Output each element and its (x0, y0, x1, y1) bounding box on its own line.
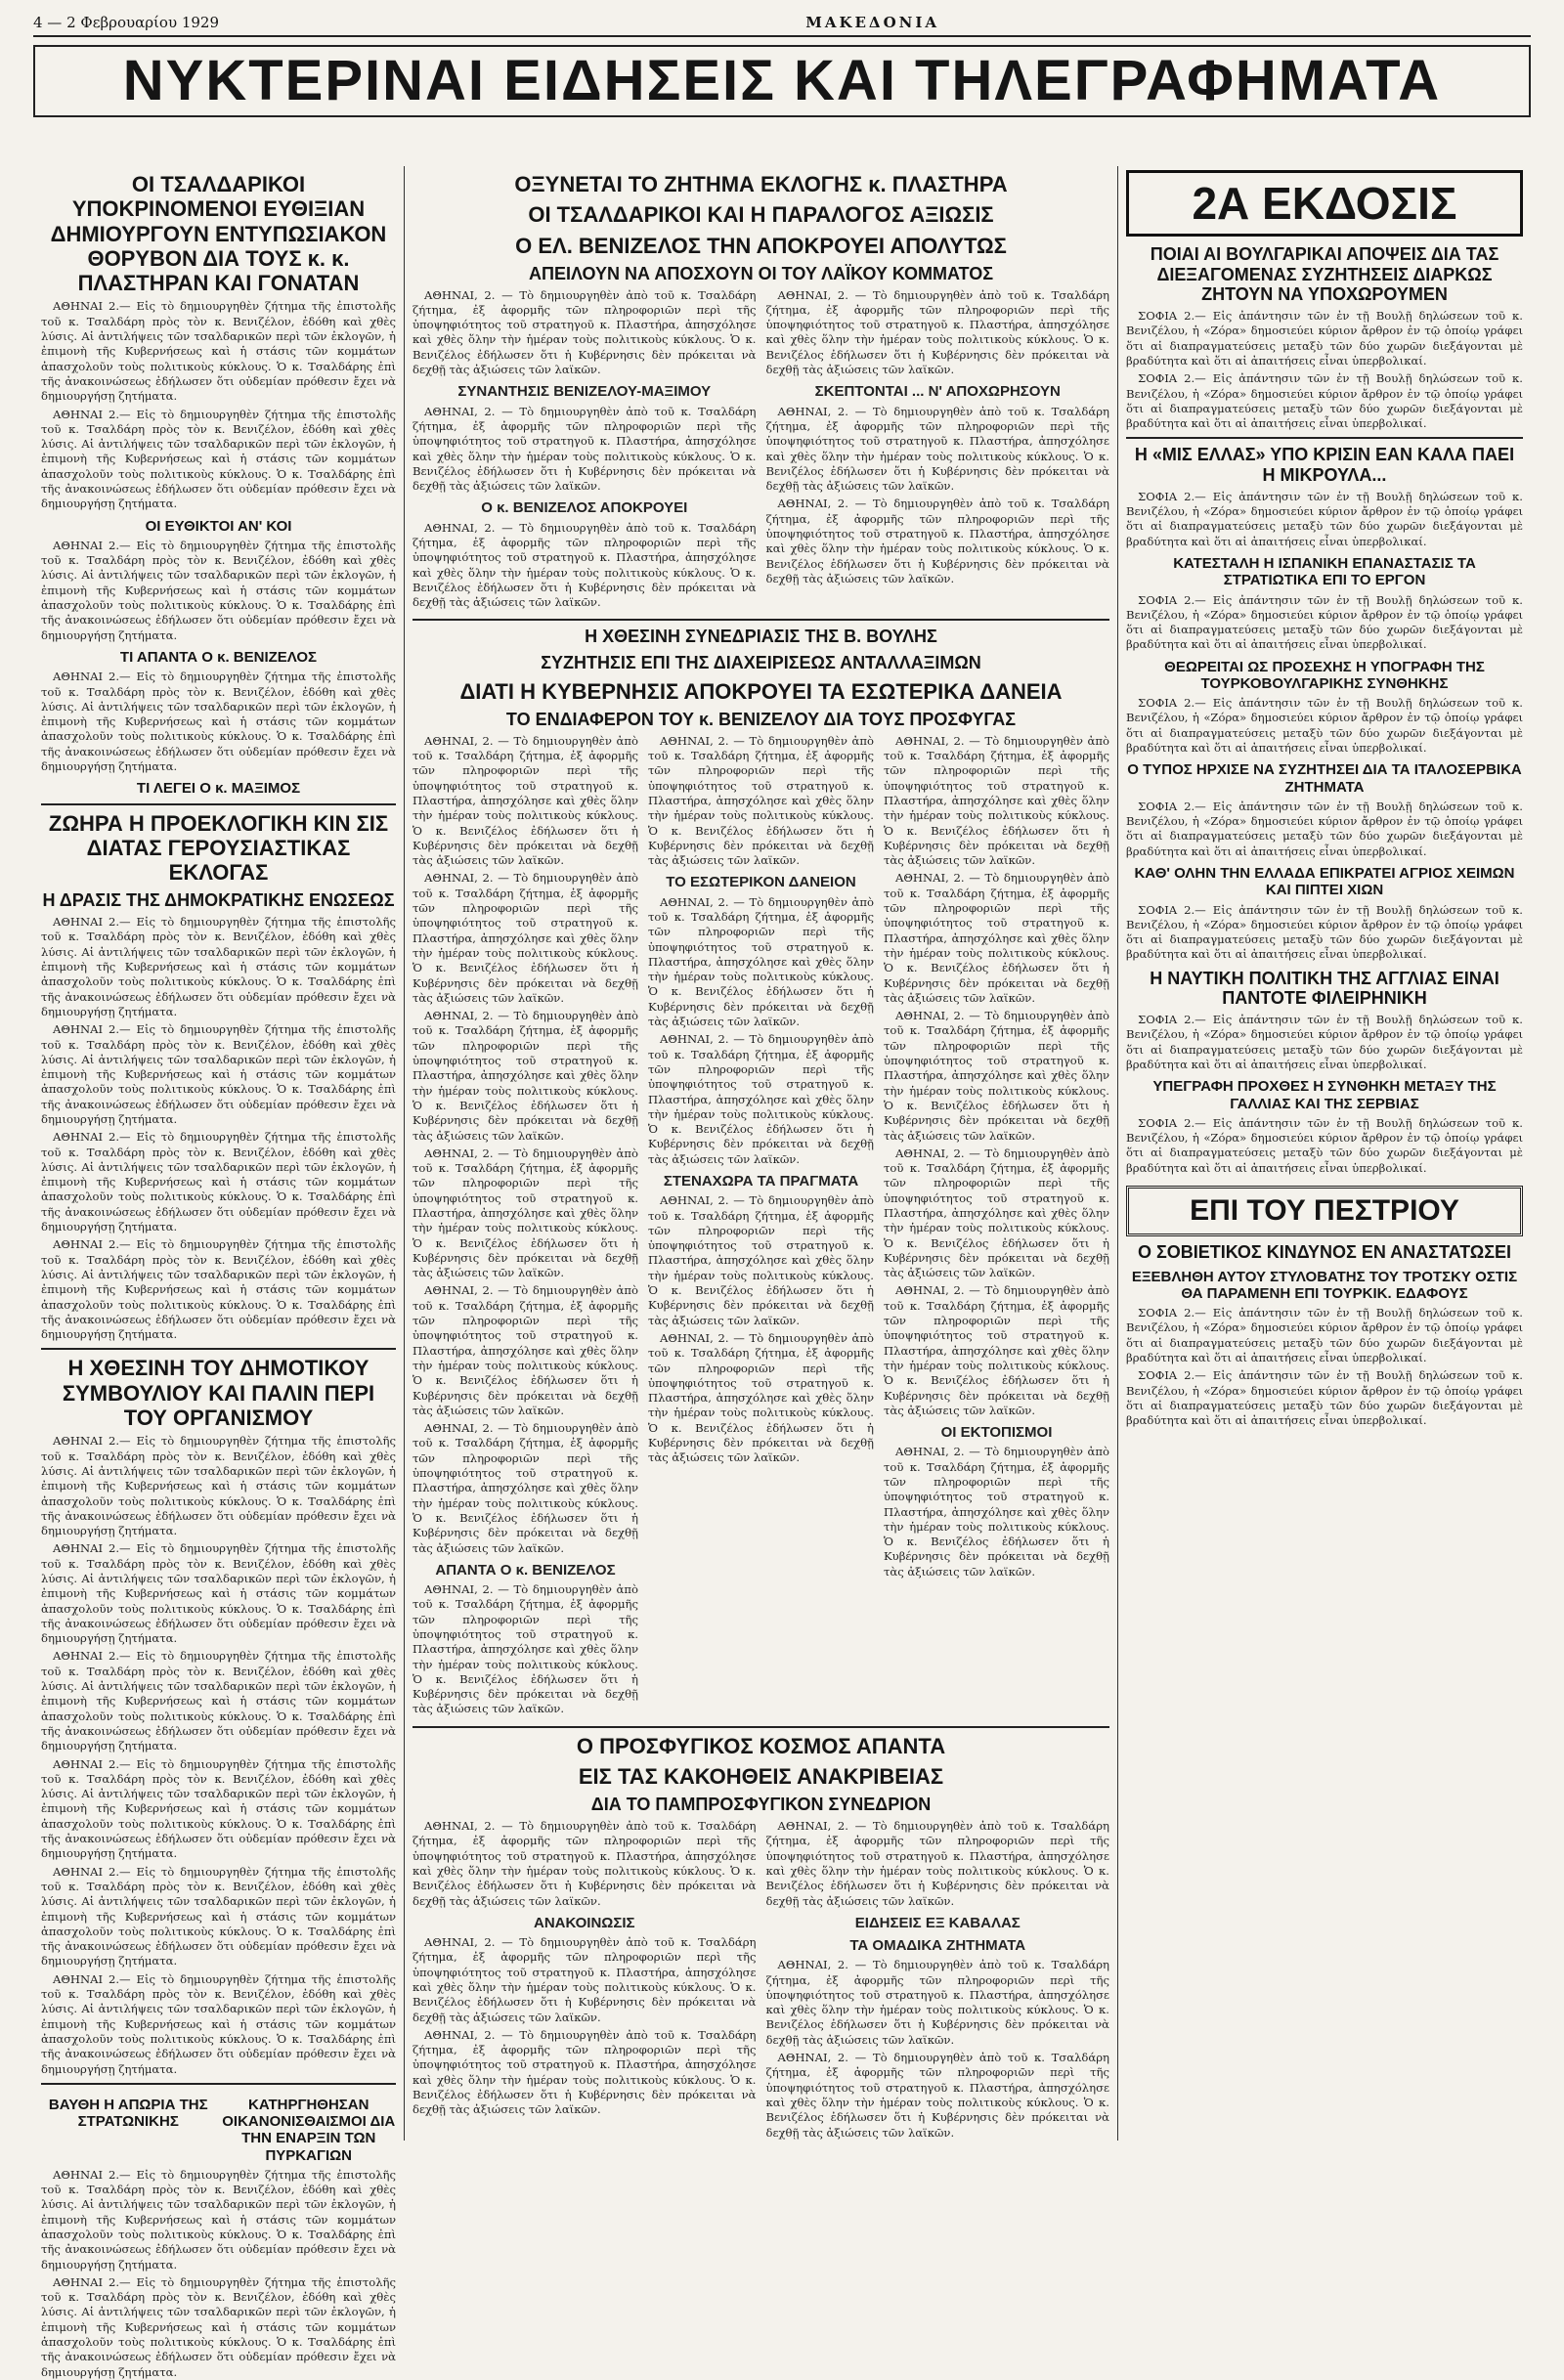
headline-tsaldarikoi: ΟΙ ΤΣΑΛΔΑΡΙΚΟΙ ΥΠΟΚΡΙΝΟΜΕΝΟΙ ΕΥΘΙΞΙΑΝ ΔΗΜΙΟΥΡΓΟΥΝ ΕΝΤΥΠΩΣΙΑΚΟΝ ΘΟΡΥΒΟΝ ΔΙΑ ΤΟΥΣ κ. κ. ΠΛΑΣΤΗΡΑΝ ΚΑΙ ΓΟΝΑΤΑΝ (50, 172, 387, 296)
paragraph: ΑΘΗΝΑΙ, 2. — Τὸ δημιουργηθὲν ἀπὸ τοῦ κ. Τσαλδάρη ζήτημα, ἐξ ἀφορμῆς τῶν πληροφοριῶν περὶ τῆς ὑποψηφιότητος τοῦ στρατηγοῦ κ. Πλαστήρα, ἀπησχόλησε καὶ χθὲς ὅλην τὴν ἡμέραν τοὺς πολιτικοὺς κύκλους. Ὁ κ. Βενιζέλος ἐδήλωσεν ὅτι ἡ Κυβέρνησις δὲν πρόκειται νὰ δεχθῇ τὰς ἀξιώσεις τῶν λαϊκῶν. (413, 2027, 757, 2117)
columns (33, 166, 1531, 2379)
paragraph: ΑΘΗΝΑΙ, 2. — Τὸ δημιουργηθὲν ἀπὸ τοῦ κ. Τσαλδάρη ζήτημα, ἐξ ἀφορμῆς τῶν πληροφοριῶν περὶ τῆς ὑποψηφιότητος τοῦ στρατηγοῦ κ. Πλαστήρα, ἀπησχόλησε καὶ χθὲς ὅλην τὴν ἡμέραν τοὺς πολιτικοὺς κύκλους. Ὁ κ. Βενιζέλος ἐδήλωσεν ὅτι ἡ Κυβέρνησις δὲν πρόκειται νὰ δεχθῇ τὰς ἀξιώσεις τῶν λαϊκῶν. (413, 1935, 757, 2024)
issue-date: 4 — 2 Φεβρουαρίου 1929 (33, 14, 220, 31)
paragraph: ΑΘΗΝΑΙ, 2. — Τὸ δημιουργηθὲν ἀπὸ τοῦ κ. Τσαλδάρη ζήτημα, ἐξ ἀφορμῆς τῶν πληροφοριῶν περὶ τῆς ὑποψηφιότητος τοῦ στρατηγοῦ κ. Πλαστήρα, ἀπησχόλησε καὶ χθὲς ὅλην τὴν ἡμέραν τοὺς πολιτικοὺς κύκλους. Ὁ κ. Βενιζέλος ἐδήλωσεν ὅτι ἡ Κυβέρνησις δὲν πρόκειται νὰ δεχθῇ τὰς ἀξιώσεις τῶν λαϊκῶν. (765, 287, 1109, 377)
paragraph: ΑΘΗΝΑΙ, 2. — Τὸ δημιουργηθὲν ἀπὸ τοῦ κ. Τσαλδάρη ζήτημα, ἐξ ἀφορμῆς τῶν πληροφοριῶν περὶ τῆς ὑποψηφιότητος τοῦ στρατηγοῦ κ. Πλαστήρα, ἀπησχόλησε καὶ χθὲς ὅλην τὴν ἡμέραν τοὺς πολιτικοὺς κύκλους. Ὁ κ. Βενιζέλος ἐδήλωσεν ὅτι ἡ Κυβέρνησις δὲν πρόκειται νὰ δεχθῇ τὰς ἀξιώσεις τῶν λαϊκῶν. (413, 1146, 638, 1280)
paragraph: ΑΘΗΝΑΙ, 2. — Τὸ δημιουργηθὲν ἀπὸ τοῦ κ. Τσαλδάρη ζήτημα, ἐξ ἀφορμῆς τῶν πληροφοριῶν περὶ τῆς ὑποψηφιότητος τοῦ στρατηγοῦ κ. Πλαστήρα, ἀπησχόλησε καὶ χθὲς ὅλην τὴν ἡμέραν τοὺς πολιτικοὺς κύκλους. Ὁ κ. Βενιζέλος ἐδήλωσεν ὅτι ἡ Κυβέρνησις δὲν πρόκειται νὰ δεχθῇ τὰς ἀξιώσεις τῶν λαϊκῶν. (884, 1283, 1109, 1417)
page-header (33, 14, 1531, 37)
paragraph: ΑΘΗΝΑΙ, 2. — Τὸ δημιουργηθὲν ἀπὸ τοῦ κ. Τσαλδάρη ζήτημα, ἐξ ἀφορμῆς τῶν πληροφοριῶν περὶ τῆς ὑποψηφιότητος τοῦ στρατηγοῦ κ. Πλαστήρα, ἀπησχόλησε καὶ χθὲς ὅλην τὴν ἡμέραν τοὺς πολιτικοὺς κύκλους. Ὁ κ. Βενιζέλος ἐδήλωσεν ὅτι ἡ Κυβέρνησις δὲν πρόκειται νὰ δεχθῇ τὰς ἀξιώσεις τῶν λαϊκῶν. (765, 404, 1109, 494)
headline-prosfygikos: Ο ΠΡΟΣΦΥΓΙΚΟΣ ΚΟΣΜΟΣ ΑΠΑΝΤΑ (576, 1733, 946, 1758)
headline-spain: ΚΑΤΕΣΤΑΛΗ Η ΙΣΠΑΝΙΚΗ ΕΠΑΝΑΣΤΑΣΙΣ ΤΑ ΣΤΡΑΤΙΩΤΙΚΑ ΕΠΙ ΤΟ ΕΡΓΟΝ (1173, 555, 1476, 589)
paragraph: ΑΘΗΝΑΙ, 2. — Τὸ δημιουργηθὲν ἀπὸ τοῦ κ. Τσαλδάρη ζήτημα, ἐξ ἀφορμῆς τῶν πληροφοριῶν περὶ τῆς ὑποψηφιότητος τοῦ στρατηγοῦ κ. Πλαστήρα, ἀπησχόλησε καὶ χθὲς ὅλην τὴν ἡμέραν τοὺς πολιτικοὺς κύκλους. Ὁ κ. Βενιζέλος ἐδήλωσεν ὅτι ἡ Κυβέρνησις δὲν πρόκειται νὰ δεχθῇ τὰς ἀξιώσεις τῶν λαϊκῶν. (648, 1330, 874, 1465)
paragraph: ΑΘΗΝΑΙ 2.— Εἰς τὸ δημιουργηθὲν ζήτημα τῆς ἐπιστολῆς τοῦ κ. Τσαλδάρη πρὸς τὸν κ. Βενιζέλον, ἐδόθη καὶ χθὲς λύσις. Αἱ ἀντιλήψεις τῶν τσαλδαρικῶν περὶ τῶν ἐκλογῶν, ἡ ἐπιμονὴ τῆς Κυβερνήσεως καὶ ἡ στάσις τῶν κομμάτων ἀπασχολοῦν τοὺς πολιτικοὺς κύκλους. Ὁ κ. Τσαλδάρης ἐπὶ τῆς ἀνακοινώσεως ἐδήλωσεν ὅτι οὐδεμίαν πρόθεσιν ἔχει νὰ δημιουργήσῃ ζητήματα. (41, 538, 396, 642)
article-body (1126, 1306, 1523, 1428)
subheadline: ΕΙΔΗΣΕΙΣ ΕΞ ΚΑΒΑΛΑΣ (854, 1914, 1021, 1931)
headline-municipal: Η ΧΘΕΣΙΝΗ ΤΟΥ ΔΗΜΟΤΙΚΟΥ ΣΥΜΒΟΥΛΙΟΥ ΚΑΙ ΠΑΛΙΝ ΠΕΡΙ ΤΟΥ ΟΡΓΑΝΙΣΜΟΥ (62, 1356, 375, 1431)
paragraph: ΑΘΗΝΑΙ, 2. — Τὸ δημιουργηθὲν ἀπὸ τοῦ κ. Τσαλδάρη ζήτημα, ἐξ ἀφορμῆς τῶν πληροφοριῶν περὶ τῆς ὑποψηφιότητος τοῦ στρατηγοῦ κ. Πλαστήρα, ἀπησχόλησε καὶ χθὲς ὅλην τὴν ἡμέραν τοὺς πολιτικοὺς κύκλους. Ὁ κ. Βενιζέλος ἐδήλωσεν ὅτι ἡ Κυβέρνησις δὲν πρόκειται νὰ δεχθῇ τὰς ἀξιώσεις τῶν λαϊκῶν. (648, 1032, 874, 1166)
paragraph: ΑΘΗΝΑΙ 2.— Εἰς τὸ δημιουργηθὲν ζήτημα τῆς ἐπιστολῆς τοῦ κ. Τσαλδάρη πρὸς τὸν κ. Βενιζέλον, ἐδόθη καὶ χθὲς λύσις. Αἱ ἀντιλήψεις τῶν τσαλδαρικῶν περὶ τῶν ἐκλογῶν, ἡ ἐπιμονὴ τῆς Κυβερνήσεως καὶ ἡ στάσις τῶν κομμάτων ἀπασχολοῦν τοὺς πολιτικοὺς κύκλους. Ὁ κ. Τσαλδάρης ἐπὶ τῆς ἀνακοινώσεως ἐδήλωσεν ὅτι οὐδεμίαν πρόθεσιν ἔχει νὰ δημιουργήσῃ ζητήματα. (41, 2167, 396, 2272)
divider (413, 1726, 1109, 1728)
article-body (41, 670, 396, 774)
paragraph: ΑΘΗΝΑΙ 2.— Εἰς τὸ δημιουργηθὲν ζήτημα τῆς ἐπιστολῆς τοῦ κ. Τσαλδάρη πρὸς τὸν κ. Βενιζέλον, ἐδόθη καὶ χθὲς λύσις. Αἱ ἀντιλήψεις τῶν τσαλδαρικῶν περὶ τῶν ἐκλογῶν, ἡ ἐπιμονὴ τῆς Κυβερνήσεως καὶ ἡ στάσις τῶν κομμάτων ἀπασχολοῦν τοὺς πολιτικοὺς κύκλους. Ὁ κ. Τσαλδάρης ἐπὶ τῆς ἀνακοινώσεως ἐδήλωσεν ὅτι οὐδεμίαν πρόθεσιν ἔχει νὰ δημιουργήσῃ ζητήματα. (41, 1541, 396, 1646)
paragraph: ΑΘΗΝΑΙ, 2. — Τὸ δημιουργηθὲν ἀπὸ τοῦ κ. Τσαλδάρη ζήτημα, ἐξ ἀφορμῆς τῶν πληροφοριῶν περὶ τῆς ὑποψηφιότητος τοῦ στρατηγοῦ κ. Πλαστήρα, ἀπησχόλησε καὶ χθὲς ὅλην τὴν ἡμέραν τοὺς πολιτικοὺς κύκλους. Ὁ κ. Βενιζέλος ἐδήλωσεν ὅτι ἡ Κυβέρνησις δὲν πρόκειται νὰ δεχθῇ τὰς ἀξιώσεις τῶν λαϊκῶν. (413, 1819, 757, 1908)
section-banner-pestriou: ΕΠΙ ΤΟΥ ΠΕΣΤΡΙΟΥ (1126, 1186, 1523, 1236)
paragraph: ΑΘΗΝΑΙ, 2. — Τὸ δημιουργηθὲν ἀπὸ τοῦ κ. Τσαλδάρη ζήτημα, ἐξ ἀφορμῆς τῶν πληροφοριῶν περὶ τῆς ὑποψηφιότητος τοῦ στρατηγοῦ κ. Πλαστήρα, ἀπησχόλησε καὶ χθὲς ὅλην τὴν ἡμέραν τοὺς πολιτικοὺς κύκλους. Ὁ κ. Βενιζέλος ἐδήλωσεν ὅτι ἡ Κυβέρνησις δὲν πρόκειται νὰ δεχθῇ τὰς ἀξιώσεις τῶν λαϊκῶν. (413, 520, 757, 610)
headline-voulh: Η ΧΘΕΣΙΝΗ ΣΥΝΕΔΡΙΑΣΙΣ ΤΗΣ Β. ΒΟΥΛΗΣ (585, 627, 937, 647)
headline-winter: ΚΑΘ' ΟΛΗΝ ΤΗΝ ΕΛΛΑΔΑ ΕΠΙΚΡΑΤΕΙ ΑΓΡΙΟΣ ΧΕΙΜΩΝ ΚΑΙ ΠΙΠΤΕΙ ΧΙΩΝ (1134, 865, 1515, 899)
article-body (41, 915, 396, 1342)
headline-elections: ΖΩΗΡΑ Η ΠΡΟΕΚΛΟΓΙΚΗ ΚΙΝ ΣΙΣ ΔΙΑΤΑΣ ΓΕΡΟΥΣΙΑΣΤΙΚΑΣ ΕΚΛΟΓΑΣ (48, 810, 389, 886)
paragraph: ΑΘΗΝΑΙ, 2. — Τὸ δημιουργηθὲν ἀπὸ τοῦ κ. Τσαλδάρη ζήτημα, ἐξ ἀφορμῆς τῶν πληροφοριῶν περὶ τῆς ὑποψηφιότητος τοῦ στρατηγοῦ κ. Πλαστήρα, ἀπησχόλησε καὶ χθὲς ὅλην τὴν ἡμέραν τοὺς πολιτικοὺς κύκλους. Ὁ κ. Βενιζέλος ἐδήλωσεν ὅτι ἡ Κυβέρνησις δὲν πρόκειται νὰ δεχθῇ τὰς ἀξιώσεις τῶν λαϊκῶν. (648, 1193, 874, 1327)
paragraph: ΣΟΦΙΑ 2.— Εἰς ἀπάντησιν τῶν ἐν τῇ Βουλῇ δηλώσεων τοῦ κ. Βενιζέλου, ἡ «Ζόρα» δημοσιεύει κύριον ἄρθρον ἐν τῷ ὁποίῳ γράφει ὅτι αἱ διαπραγματεύσεις μεταξὺ τῶν δύο χωρῶν διεξάγονται μὲ βραδύτητα καὶ ὅτι αἱ ἀπαιτήσεις εἶναι ὑπερβολικαί. (1126, 1306, 1523, 1365)
masthead: ΜΑΚΕΔΟΝΙΑ (805, 14, 940, 31)
paragraph: ΑΘΗΝΑΙ, 2. — Τὸ δημιουργηθὲν ἀπὸ τοῦ κ. Τσαλδάρη ζήτημα, ἐξ ἀφορμῆς τῶν πληροφοριῶν περὶ τῆς ὑποψηφιότητος τοῦ στρατηγοῦ κ. Πλαστήρα, ἀπησχόλησε καὶ χθὲς ὅλην τὴν ἡμέραν τοὺς πολιτικοὺς κύκλους. Ὁ κ. Βενιζέλος ἐδήλωσεν ὅτι ἡ Κυβέρνησις δὲν πρόκειται νὰ δεχθῇ τὰς ἀξιώσεις τῶν λαϊκῶν. (413, 733, 638, 868)
headline-daneia: ΔΙΑΤΙ Η ΚΥΒΕΡΝΗΣΙΣ ΑΠΟΚΡΟΥΕΙ ΤΑ ΕΣΩΤΕΡΙΚΑ ΔΑΝΕΙΑ (459, 678, 1063, 704)
paragraph: ΑΘΗΝΑΙ 2.— Εἰς τὸ δημιουργηθὲν ζήτημα τῆς ἐπιστολῆς τοῦ κ. Τσαλδάρη πρὸς τὸν κ. Βενιζέλον, ἐδόθη καὶ χθὲς λύσις. Αἱ ἀντιλήψεις τῶν τσαλδαρικῶν περὶ τῶν ἐκλογῶν, ἡ ἐπιμονὴ τῆς Κυβερνήσεως καὶ ἡ στάσις τῶν κομμάτων ἀπασχολοῦν τοὺς πολιτικοὺς κύκλους. Ὁ κ. Τσαλδάρης ἐπὶ τῆς ἀνακοινώσεως ἐδήλωσεν ὅτι οὐδεμίαν πρόθεσιν ἔχει νὰ δημιουργήσῃ ζητήματα. (41, 915, 396, 1018)
headline-fires: ΚΑΤΗΡΓΗΘΗΣΑΝ ΟΙΚΑΝΟΝΙΣΘΑΙΣΜΟΙ ΔΙΑ ΤΗΝ ΕΝΑΡΞΙΝ ΤΩΝ ΠΥΡΚΑΓΙΩΝ (222, 2096, 396, 2164)
headline-france-serbia: ΥΠΕΓΡΑΦΗ ΠΡΟΧΘΕΣ Η ΣΥΝΘΗΚΗ ΜΕΤΑΞΥ ΤΗΣ ΓΑΛΛΙΑΣ ΚΑΙ ΤΗΣ ΣΕΡΒΙΑΣ (1152, 1078, 1497, 1112)
article-body (1126, 593, 1523, 653)
article-body (1126, 309, 1523, 431)
paragraph: ΑΘΗΝΑΙ 2.— Εἰς τὸ δημιουργηθὲν ζήτημα τῆς ἐπιστολῆς τοῦ κ. Τσαλδάρη πρὸς τὸν κ. Βενιζέλον, ἐδόθη καὶ χθὲς λύσις. Αἱ ἀντιλήψεις τῶν τσαλδαρικῶν περὶ τῶν ἐκλογῶν, ἡ ἐπιμονὴ τῆς Κυβερνήσεως καὶ ἡ στάσις τῶν κομμάτων ἀπασχολοῦν τοὺς πολιτικοὺς κύκλους. Ὁ κ. Τσαλδάρης ἐπὶ τῆς ἀνακοινώσεως ἐδήλωσεν ὅτι οὐδεμίαν πρόθεσιν ἔχει νὰ δημιουργήσῃ ζητήματα. (41, 2274, 396, 2379)
subheadline: ΤΟ ΕΣΩΤΕΡΙΚΟΝ ΔΑΝΕΙΟΝ (666, 874, 856, 891)
subheadline: ΣΤΕΝΑΧΩΡΑ ΤΑ ΠΡΑΓΜΑΤΑ (663, 1173, 859, 1190)
paragraph: ΑΘΗΝΑΙ, 2. — Τὸ δημιουργηθὲν ἀπὸ τοῦ κ. Τσαλδάρη ζήτημα, ἐξ ἀφορμῆς τῶν πληροφοριῶν περὶ τῆς ὑποψηφιότητος τοῦ στρατηγοῦ κ. Πλαστήρα, ἀπησχόλησε καὶ χθὲς ὅλην τὴν ἡμέραν τοὺς πολιτικοὺς κύκλους. Ὁ κ. Βενιζέλος ἐδήλωσεν ὅτι ἡ Κυβέρνησις δὲν πρόκειται νὰ δεχθῇ τὰς ἀξιώσεις τῶν λαϊκῶν. (884, 733, 1109, 868)
article-body (41, 2168, 396, 2380)
subheadline: ΟΙ ΕΥΘΙΚΤΟΙ ΑΝ' ΚΟΙ (145, 517, 292, 535)
column-right (1118, 166, 1531, 2141)
paragraph: ΣΟΦΙΑ 2.— Εἰς ἀπάντησιν τῶν ἐν τῇ Βουλῇ δηλώσεων τοῦ κ. Βενιζέλου, ἡ «Ζόρα» δημοσιεύει κύριον ἄρθρον ἐν τῷ ὁποίῳ γράφει ὅτι αἱ διαπραγματεύσεις μεταξὺ τῶν δύο χωρῶν διεξάγονται μὲ βραδύτητα καὶ ὅτι αἱ ἀπαιτήσεις εἶναι ὑπερβολικαί. (1126, 799, 1523, 858)
article-body (413, 734, 638, 1720)
header-spacer (1526, 14, 1531, 31)
paragraph: ΑΘΗΝΑΙ 2.— Εἰς τὸ δημιουργηθὲν ζήτημα τῆς ἐπιστολῆς τοῦ κ. Τσαλδάρη πρὸς τὸν κ. Βενιζέλον, ἐδόθη καὶ χθὲς λύσις. Αἱ ἀντιλήψεις τῶν τσαλδαρικῶν περὶ τῶν ἐκλογῶν, ἡ ἐπιμονὴ τῆς Κυβερνήσεως καὶ ἡ στάσις τῶν κομμάτων ἀπασχολοῦν τοὺς πολιτικοὺς κύκλους. Ὁ κ. Τσαλδάρης ἐπὶ τῆς ἀνακοινώσεως ἐδήλωσεν ὅτι οὐδεμίαν πρόθεσιν ἔχει νὰ δημιουργήσῃ ζητήματα. (41, 1130, 396, 1234)
article-body (766, 288, 1110, 614)
paragraph: ΑΘΗΝΑΙ, 2. — Τὸ δημιουργηθὲν ἀπὸ τοῦ κ. Τσαλδάρη ζήτημα, ἐξ ἀφορμῆς τῶν πληροφοριῶν περὶ τῆς ὑποψηφιότητος τοῦ στρατηγοῦ κ. Πλαστήρα, ἀπησχόλησε καὶ χθὲς ὅλην τὴν ἡμέραν τοὺς πολιτικοὺς κύκλους. Ὁ κ. Βενιζέλος ἐδήλωσεν ὅτι ἡ Κυβέρνησις δὲν πρόκειται νὰ δεχθῇ τὰς ἀξιώσεις τῶν λαϊκῶν. (413, 1582, 638, 1716)
headline-prosfyges: ΤΟ ΕΝΔΙΑΦΕΡΟΝ ΤΟΥ κ. ΒΕΝΙΖΕΛΟΥ ΔΙΑ ΤΟΥΣ ΠΡΟΣΦΥΓΑΣ (505, 710, 1017, 730)
headline-mis-ellas: Η «ΜΙΣ ΕΛΛΑΣ» ΥΠΟ ΚΡΙΣΙΝ ΕΑΝ ΚΑΛΑ ΠΑΕΙ Η ΜΙΚΡΟΥΛΑ... (1134, 445, 1515, 486)
paragraph: ΣΟΦΙΑ 2.— Εἰς ἀπάντησιν τῶν ἐν τῇ Βουλῇ δηλώσεων τοῦ κ. Βενιζέλου, ἡ «Ζόρα» δημοσιεύει κύριον ἄρθρον ἐν τῷ ὁποίῳ γράφει ὅτι αἱ διαπραγματεύσεις μεταξὺ τῶν δύο χωρῶν διεξάγονται μὲ βραδύτητα καὶ ὅτι αἱ ἀπαιτήσεις εἶναι ὑπερβολικαί. (1126, 371, 1523, 431)
paragraph: ΑΘΗΝΑΙ, 2. — Τὸ δημιουργηθὲν ἀπὸ τοῦ κ. Τσαλδάρη ζήτημα, ἐξ ἀφορμῆς τῶν πληροφοριῶν περὶ τῆς ὑποψηφιότητος τοῦ στρατηγοῦ κ. Πλαστήρα, ἀπησχόλησε καὶ χθὲς ὅλην τὴν ἡμέραν τοὺς πολιτικοὺς κύκλους. Ὁ κ. Βενιζέλος ἐδήλωσεν ὅτι ἡ Κυβέρνησις δὲν πρόκειται νὰ δεχθῇ τὰς ἀξιώσεις τῶν λαϊκῶν. (884, 1445, 1109, 1579)
paragraph: ΑΘΗΝΑΙ 2.— Εἰς τὸ δημιουργηθὲν ζήτημα τῆς ἐπιστολῆς τοῦ κ. Τσαλδάρη πρὸς τὸν κ. Βενιζέλον, ἐδόθη καὶ χθὲς λύσις. Αἱ ἀντιλήψεις τῶν τσαλδαρικῶν περὶ τῶν ἐκλογῶν, ἡ ἐπιμονὴ τῆς Κυβερνήσεως καὶ ἡ στάσις τῶν κομμάτων ἀπασχολοῦν τοὺς πολιτικοὺς κύκλους. Ὁ κ. Τσαλδάρης ἐπὶ τῆς ἀνακοινώσεως ἐδήλωσεν ὅτι οὐδεμίαν πρόθεσιν ἔχει νὰ δημιουργήσῃ ζητήματα. (41, 1864, 396, 1969)
subheadline: ΤΑ ΟΜΑΔΙΚΑ ΖΗΤΗΜΑΤΑ (849, 1937, 1026, 1955)
paragraph: ΑΘΗΝΑΙ 2.— Εἰς τὸ δημιουργηθὲν ζήτημα τῆς ἐπιστολῆς τοῦ κ. Τσαλδάρη πρὸς τὸν κ. Βενιζέλον, ἐδόθη καὶ χθὲς λύσις. Αἱ ἀντιλήψεις τῶν τσαλδαρικῶν περὶ τῶν ἐκλογῶν, ἡ ἐπιμονὴ τῆς Κυβερνήσεως καὶ ἡ στάσις τῶν κομμάτων ἀπασχολοῦν τοὺς πολιτικοὺς κύκλους. Ὁ κ. Τσαλδάρης ἐπὶ τῆς ἀνακοινώσεως ἐδήλωσεν ὅτι οὐδεμίαν πρόθεσιν ἔχει νὰ δημιουργήσῃ ζητήματα. (41, 1756, 396, 1861)
headline-trotsky: ΕΞΕΒΛΗΘΗ ΑΥΤΟΥ ΣΤΥΛΟΒΑΤΗΣ ΤΟΥ ΤΡΟΤΣΚΥ ΟΣΤΙΣ ΘΑ ΠΑΡΑΜΕΝΗ ΕΠΙ ΤΟΥΡΚΙΚ. ΕΔΑΦΟΥΣ (1131, 1268, 1518, 1302)
paragraph: ΑΘΗΝΑΙ, 2. — Τὸ δημιουργηθὲν ἀπὸ τοῦ κ. Τσαλδάρη ζήτημα, ἐξ ἀφορμῆς τῶν πληροφοριῶν περὶ τῆς ὑποψηφιότητος τοῦ στρατηγοῦ κ. Πλαστήρα, ἀπησχόλησε καὶ χθὲς ὅλην τὴν ἡμέραν τοὺς πολιτικοὺς κύκλους. Ὁ κ. Βενιζέλος ἐδήλωσεν ὅτι ἡ Κυβέρνησις δὲν πρόκειται νὰ δεχθῇ τὰς ἀξιώσεις τῶν λαϊκῶν. (413, 1283, 638, 1417)
paragraph: ΣΟΦΙΑ 2.— Εἰς ἀπάντησιν τῶν ἐν τῇ Βουλῇ δηλώσεων τοῦ κ. Βενιζέλου, ἡ «Ζόρα» δημοσιεύει κύριον ἄρθρον ἐν τῷ ὁποίῳ γράφει ὅτι αἱ διαπραγματεύσεις μεταξὺ τῶν δύο χωρῶν διεξάγονται μὲ βραδύτητα καὶ ὅτι αἱ ἀπαιτήσεις εἶναι ὑπερβολικαί. (1126, 1368, 1523, 1428)
column-left (33, 166, 405, 2379)
divider (41, 1348, 396, 1350)
second-edition-label: 2Α ΕΚΔΟΣΙΣ (1126, 170, 1523, 237)
divider (41, 803, 396, 805)
bottom-headlines (41, 2091, 396, 2168)
headline-synedrion: ΔΙΑ ΤΟ ΠΑΜΠΡΟΣΦΥΓΙΚΟΝ ΣΥΝΕΔΡΙΟΝ (590, 1795, 932, 1815)
article-body (1126, 1013, 1523, 1072)
article-body (1126, 490, 1523, 549)
paragraph: ΑΘΗΝΑΙ 2.— Εἰς τὸ δημιουργηθὲν ζήτημα τῆς ἐπιστολῆς τοῦ κ. Τσαλδάρη πρὸς τὸν κ. Βενιζέλον, ἐδόθη καὶ χθὲς λύσις. Αἱ ἀντιλήψεις τῶν τσαλδαρικῶν περὶ τῶν ἐκλογῶν, ἡ ἐπιμονὴ τῆς Κυβερνήσεως καὶ ἡ στάσις τῶν κομμάτων ἀπασχολοῦν τοὺς πολιτικοὺς κύκλους. Ὁ κ. Τσαλδάρης ἐπὶ τῆς ἀνακοινώσεως ἐδήλωσεν ὅτι οὐδεμίαν πρόθεσιν ἔχει νὰ δημιουργήσῃ ζητήματα. (41, 299, 396, 404)
subheadline: Η ΔΡΑΣΙΣ ΤΗΣ ΔΗΜΟΚΡΑΤΙΚΗΣ ΕΝΩΣΕΩΣ (42, 890, 395, 911)
article-body (1126, 696, 1523, 756)
article-columns (413, 1819, 1109, 2143)
headline-plastiras: ΟΞΥΝΕΤΑΙ ΤΟ ΖΗΤΗΜΑ ΕΚΛΟΓΗΣ κ. ΠΛΑΣΤΗΡΑ (514, 172, 1008, 196)
paragraph: ΑΘΗΝΑΙ, 2. — Τὸ δημιουργηθὲν ἀπὸ τοῦ κ. Τσαλδάρη ζήτημα, ἐξ ἀφορμῆς τῶν πληροφοριῶν περὶ τῆς ὑποψηφιότητος τοῦ στρατηγοῦ κ. Πλαστήρα, ἀπησχόλησε καὶ χθὲς ὅλην τὴν ἡμέραν τοὺς πολιτικοὺς κύκλους. Ὁ κ. Βενιζέλος ἐδήλωσεν ὅτι ἡ Κυβέρνησις δὲν πρόκειται νὰ δεχθῇ τὰς ἀξιώσεις τῶν λαϊκῶν. (413, 404, 757, 494)
headline-bulgarian: ΠΟΙΑΙ ΑΙ ΒΟΥΛΓΑΡΙΚΑΙ ΑΠΟΨΕΙΣ ΔΙΑ ΤΑΣ ΔΙΕΞΑΓΟΜΕΝΑΣ ΣΥΖΗΤΗΣΕΙΣ ΔΙΑΡΚΩΣ ΖΗΤΟΥΝ ΝΑ ΥΠΟΧΩΡΟΥΜΕΝ (1150, 244, 1499, 305)
article-body (41, 539, 396, 643)
article-body (766, 1819, 1110, 2143)
subheadline: ΑΠΑΝΤΑ Ο κ. ΒΕΝΙΖΕΛΟΣ (435, 1561, 616, 1579)
paragraph: ΑΘΗΝΑΙ 2.— Εἰς τὸ δημιουργηθὲν ζήτημα τῆς ἐπιστολῆς τοῦ κ. Τσαλδάρη πρὸς τὸν κ. Βενιζέλον, ἐδόθη καὶ χθὲς λύσις. Αἱ ἀντιλήψεις τῶν τσαλδαρικῶν περὶ τῶν ἐκλογῶν, ἡ ἐπιμονὴ τῆς Κυβερνήσεως καὶ ἡ στάσις τῶν κομμάτων ἀπασχολοῦν τοὺς πολιτικοὺς κύκλους. Ὁ κ. Τσαλδάρης ἐπὶ τῆς ἀνακοινώσεως ἐδήλωσεν ὅτι οὐδεμίαν πρόθεσιν ἔχει νὰ δημιουργήσῃ ζητήματα. (41, 1237, 396, 1342)
paragraph: ΑΘΗΝΑΙ, 2. — Τὸ δημιουργηθὲν ἀπὸ τοῦ κ. Τσαλδάρη ζήτημα, ἐξ ἀφορμῆς τῶν πληροφοριῶν περὶ τῆς ὑποψηφιότητος τοῦ στρατηγοῦ κ. Πλαστήρα, ἀπησχόλησε καὶ χθὲς ὅλην τὴν ἡμέραν τοὺς πολιτικοὺς κύκλους. Ὁ κ. Βενιζέλος ἐδήλωσεν ὅτι ἡ Κυβέρνησις δὲν πρόκειται νὰ δεχθῇ τὰς ἀξιώσεις τῶν λαϊκῶν. (413, 1009, 638, 1143)
paragraph: ΣΟΦΙΑ 2.— Εἰς ἀπάντησιν τῶν ἐν τῇ Βουλῇ δηλώσεων τοῦ κ. Βενιζέλου, ἡ «Ζόρα» δημοσιεύει κύριον ἄρθρον ἐν τῷ ὁποίῳ γράφει ὅτι αἱ διαπραγματεύσεις μεταξὺ τῶν δύο χωρῶν διεξάγονται μὲ βραδύτητα καὶ ὅτι αἱ ἀπαιτήσεις εἶναι ὑπερβολικαί. (1126, 309, 1523, 368)
divider (41, 2083, 396, 2085)
headline-laiko: ΑΠΕΙΛΟΥΝ ΝΑ ΑΠΟΣΧΟΥΝ ΟΙ ΤΟΥ ΛΑΪΚΟΥ ΚΟΜΜΑΤΟΣ (528, 263, 993, 283)
article-body (1126, 800, 1523, 859)
paragraph: ΑΘΗΝΑΙ, 2. — Τὸ δημιουργηθὲν ἀπὸ τοῦ κ. Τσαλδάρη ζήτημα, ἐξ ἀφορμῆς τῶν πληροφοριῶν περὶ τῆς ὑποψηφιότητος τοῦ στρατηγοῦ κ. Πλαστήρα, ἀπησχόλησε καὶ χθὲς ὅλην τὴν ἡμέραν τοὺς πολιτικοὺς κύκλους. Ὁ κ. Βενιζέλος ἐδήλωσεν ὅτι ἡ Κυβέρνησις δὲν πρόκειται νὰ δεχθῇ τὰς ἀξιώσεις τῶν λαϊκῶν. (765, 497, 1109, 585)
paragraph: ΑΘΗΝΑΙ, 2. — Τὸ δημιουργηθὲν ἀπὸ τοῦ κ. Τσαλδάρη ζήτημα, ἐξ ἀφορμῆς τῶν πληροφοριῶν περὶ τῆς ὑποψηφιότητος τοῦ στρατηγοῦ κ. Πλαστήρα, ἀπησχόλησε καὶ χθὲς ὅλην τὴν ἡμέραν τοὺς πολιτικοὺς κύκλους. Ὁ κ. Βενιζέλος ἐδήλωσεν ὅτι ἡ Κυβέρνησις δὲν πρόκειται νὰ δεχθῇ τὰς ἀξιώσεις τῶν λαϊκῶν. (884, 871, 1109, 1005)
paragraph: ΑΘΗΝΑΙ 2.— Εἰς τὸ δημιουργηθὲν ζήτημα τῆς ἐπιστολῆς τοῦ κ. Τσαλδάρη πρὸς τὸν κ. Βενιζέλον, ἐδόθη καὶ χθὲς λύσις. Αἱ ἀντιλήψεις τῶν τσαλδαρικῶν περὶ τῶν ἐκλογῶν, ἡ ἐπιμονὴ τῆς Κυβερνήσεως καὶ ἡ στάσις τῶν κομμάτων ἀπασχολοῦν τοὺς πολιτικοὺς κύκλους. Ὁ κ. Τσαλδάρης ἐπὶ τῆς ἀνακοινώσεως ἐδήλωσεν ὅτι οὐδεμίαν πρόθεσιν ἔχει νὰ δημιουργήσῃ ζητήματα. (41, 1971, 396, 2076)
headline-soviet: Ο ΣΟΒΙΕΤΙΚΟΣ ΚΙΝΔΥΝΟΣ ΕΝ ΑΝΑΣΤΑΤΩΣΕΙ (1137, 1242, 1512, 1262)
subheadline: Ο κ. ΒΕΝΙΖΕΛΟΣ ΑΠΟΚΡΟΥΕΙ (481, 499, 688, 517)
article-body (41, 299, 396, 511)
headline-italoserbian: Ο ΤΥΠΟΣ ΗΡΧΙΣΕ ΝΑ ΣΥΖΗΤΗΣΕΙ ΔΙΑ ΤΑ ΙΤΑΛΟΣΕΡΒΙΚΑ ΖΗΤΗΜΑΤΑ (1127, 761, 1522, 796)
article-body (648, 734, 874, 1720)
main-banner: ΝΥΚΤΕΡΙΝΑΙ ΕΙΔΗΣΕΙΣ ΚΑΙ ΤΗΛΕΓΡΑΦΗΜΑΤΑ (33, 45, 1531, 117)
paragraph: ΑΘΗΝΑΙ 2.— Εἰς τὸ δημιουργηθὲν ζήτημα τῆς ἐπιστολῆς τοῦ κ. Τσαλδάρη πρὸς τὸν κ. Βενιζέλον, ἐδόθη καὶ χθὲς λύσις. Αἱ ἀντιλήψεις τῶν τσαλδαρικῶν περὶ τῶν ἐκλογῶν, ἡ ἐπιμονὴ τῆς Κυβερνήσεως καὶ ἡ στάσις τῶν κομμάτων ἀπασχολοῦν τοὺς πολιτικοὺς κύκλους. Ὁ κ. Τσαλδάρης ἐπὶ τῆς ἀνακοινώσεως ἐδήλωσεν ὅτι οὐδεμίαν πρόθεσιν ἔχει νὰ δημιουργήσῃ ζητήματα. (41, 670, 396, 773)
paragraph: ΑΘΗΝΑΙ, 2. — Τὸ δημιουργηθὲν ἀπὸ τοῦ κ. Τσαλδάρη ζήτημα, ἐξ ἀφορμῆς τῶν πληροφοριῶν περὶ τῆς ὑποψηφιότητος τοῦ στρατηγοῦ κ. Πλαστήρα, ἀπησχόλησε καὶ χθὲς ὅλην τὴν ἡμέραν τοὺς πολιτικοὺς κύκλους. Ὁ κ. Βενιζέλος ἐδήλωσεν ὅτι ἡ Κυβέρνησις δὲν πρόκειται νὰ δεχθῇ τὰς ἀξιώσεις τῶν λαϊκῶν. (413, 1421, 638, 1555)
article-body (884, 734, 1109, 1720)
paragraph: ΑΘΗΝΑΙ, 2. — Τὸ δημιουργηθὲν ἀπὸ τοῦ κ. Τσαλδάρη ζήτημα, ἐξ ἀφορμῆς τῶν πληροφοριῶν περὶ τῆς ὑποψηφιότητος τοῦ στρατηγοῦ κ. Πλαστήρα, ἀπησχόλησε καὶ χθὲς ὅλην τὴν ἡμέραν τοὺς πολιτικοὺς κύκλους. Ὁ κ. Βενιζέλος ἐδήλωσεν ὅτι ἡ Κυβέρνησις δὲν πρόκειται νὰ δεχθῇ τὰς ἀξιώσεις τῶν λαϊκῶν. (884, 1146, 1109, 1280)
article-body (1126, 1116, 1523, 1176)
article-body (413, 1819, 757, 2143)
headline-naval: Η ΝΑΥΤΙΚΗ ΠΟΛΙΤΙΚΗ ΤΗΣ ΑΓΓΛΙΑΣ ΕΙΝΑΙ ΠΑΝΤΟΤΕ ΦΙΛΕΙΡΗΝΙΚΗ (1150, 968, 1499, 1009)
article-body (413, 288, 757, 614)
headline-antallaximon: ΣΥΖΗΤΗΣΙΣ ΕΠΙ ΤΗΣ ΔΙΑΧΕΙΡΙΣΕΩΣ ΑΝΤΑΛΛΑΞΙΜΩΝ (541, 653, 981, 673)
paragraph: ΑΘΗΝΑΙ 2.— Εἰς τὸ δημιουργηθὲν ζήτημα τῆς ἐπιστολῆς τοῦ κ. Τσαλδάρη πρὸς τὸν κ. Βενιζέλον, ἐδόθη καὶ χθὲς λύσις. Αἱ ἀντιλήψεις τῶν τσαλδαρικῶν περὶ τῶν ἐκλογῶν, ἡ ἐπιμονὴ τῆς Κυβερνήσεως καὶ ἡ στάσις τῶν κομμάτων ἀπασχολοῦν τοὺς πολιτικοὺς κύκλους. Ὁ κ. Τσαλδάρης ἐπὶ τῆς ἀνακοινώσεως ἐδήλωσεν ὅτι οὐδεμίαν πρόθεσιν ἔχει νὰ δημιουργήσῃ ζητήματα. (41, 1022, 396, 1126)
paragraph: ΣΟΦΙΑ 2.— Εἰς ἀπάντησιν τῶν ἐν τῇ Βουλῇ δηλώσεων τοῦ κ. Βενιζέλου, ἡ «Ζόρα» δημοσιεύει κύριον ἄρθρον ἐν τῷ ὁποίῳ γράφει ὅτι αἱ διαπραγματεύσεις μεταξὺ τῶν δύο χωρῶν διεξάγονται μὲ βραδύτητα καὶ ὅτι αἱ ἀπαιτήσεις εἶναι ὑπερβολικαί. (1126, 902, 1523, 962)
article-body (1126, 903, 1523, 963)
paragraph: ΣΟΦΙΑ 2.— Εἰς ἀπάντησιν τῶν ἐν τῇ Βουλῇ δηλώσεων τοῦ κ. Βενιζέλου, ἡ «Ζόρα» δημοσιεύει κύριον ἄρθρον ἐν τῷ ὁποίῳ γράφει ὅτι αἱ διαπραγματεύσεις μεταξὺ τῶν δύο χωρῶν διεξάγονται μὲ βραδύτητα καὶ ὅτι αἱ ἀπαιτήσεις εἶναι ὑπερβολικαί. (1126, 489, 1523, 548)
headline-anakriveias: ΕΙΣ ΤΑΣ ΚΑΚΟΗΘΕΙΣ ΑΝΑΚΡΙΒΕΙΑΣ (578, 1764, 944, 1790)
paragraph: ΑΘΗΝΑΙ, 2. — Τὸ δημιουργηθὲν ἀπὸ τοῦ κ. Τσαλδάρη ζήτημα, ἐξ ἀφορμῆς τῶν πληροφοριῶν περὶ τῆς ὑποψηφιότητος τοῦ στρατηγοῦ κ. Πλαστήρα, ἀπησχόλησε καὶ χθὲς ὅλην τὴν ἡμέραν τοὺς πολιτικοὺς κύκλους. Ὁ κ. Βενιζέλος ἐδήλωσεν ὅτι ἡ Κυβέρνησις δὲν πρόκειται νὰ δεχθῇ τὰς ἀξιώσεις τῶν λαϊκῶν. (765, 1958, 1109, 2047)
headline-treaty: ΘΕΩΡΕΙΤΑΙ ΩΣ ΠΡΟΣΕΧΗΣ Η ΥΠΟΓΡΑΦΗ ΤΗΣ ΤΟΥΡΚΟΒΟΥΛΓΑΡΙΚΗΣ ΣΥΝΘΗΚΗΣ (1164, 658, 1485, 692)
paragraph: ΣΟΦΙΑ 2.— Εἰς ἀπάντησιν τῶν ἐν τῇ Βουλῇ δηλώσεων τοῦ κ. Βενιζέλου, ἡ «Ζόρα» δημοσιεύει κύριον ἄρθρον ἐν τῷ ὁποίῳ γράφει ὅτι αἱ διαπραγματεύσεις μεταξὺ τῶν δύο χωρῶν διεξάγονται μὲ βραδύτητα καὶ ὅτι αἱ ἀπαιτήσεις εἶναι ὑπερβολικαί. (1126, 696, 1523, 756)
divider (413, 619, 1109, 621)
paragraph: ΑΘΗΝΑΙ, 2. — Τὸ δημιουργηθὲν ἀπὸ τοῦ κ. Τσαλδάρη ζήτημα, ἐξ ἀφορμῆς τῶν πληροφοριῶν περὶ τῆς ὑποψηφιότητος τοῦ στρατηγοῦ κ. Πλαστήρα, ἀπησχόλησε καὶ χθὲς ὅλην τὴν ἡμέραν τοὺς πολιτικοὺς κύκλους. Ὁ κ. Βενιζέλος ἐδήλωσεν ὅτι ἡ Κυβέρνησις δὲν πρόκειται νὰ δεχθῇ τὰς ἀξιώσεις τῶν λαϊκῶν. (765, 2051, 1109, 2140)
paragraph: ΣΟΦΙΑ 2.— Εἰς ἀπάντησιν τῶν ἐν τῇ Βουλῇ δηλώσεων τοῦ κ. Βενιζέλου, ἡ «Ζόρα» δημοσιεύει κύριον ἄρθρον ἐν τῷ ὁποίῳ γράφει ὅτι αἱ διαπραγματεύσεις μεταξὺ τῶν δύο χωρῶν διεξάγονται μὲ βραδύτητα καὶ ὅτι αἱ ἀπαιτήσεις εἶναι ὑπερβολικαί. (1126, 592, 1523, 652)
subheadline: ΣΚΕΠΤΟΝΤΑΙ ... Ν' ΑΠΟΧΩΡΗΣΟΥΝ (814, 383, 1061, 401)
paragraph: ΣΟΦΙΑ 2.— Εἰς ἀπάντησιν τῶν ἐν τῇ Βουλῇ δηλώσεων τοῦ κ. Βενιζέλου, ἡ «Ζόρα» δημοσιεύει κύριον ἄρθρον ἐν τῷ ὁποίῳ γράφει ὅτι αἱ διαπραγματεύσεις μεταξὺ τῶν δύο χωρῶν διεξάγονται μὲ βραδύτητα καὶ ὅτι αἱ ἀπαιτήσεις εἶναι ὑπερβολικαί. (1126, 1013, 1523, 1072)
paragraph: ΑΘΗΝΑΙ 2.— Εἰς τὸ δημιουργηθὲν ζήτημα τῆς ἐπιστολῆς τοῦ κ. Τσαλδάρη πρὸς τὸν κ. Βενιζέλον, ἐδόθη καὶ χθὲς λύσις. Αἱ ἀντιλήψεις τῶν τσαλδαρικῶν περὶ τῶν ἐκλογῶν, ἡ ἐπιμονὴ τῆς Κυβερνήσεως καὶ ἡ στάσις τῶν κομμάτων ἀπασχολοῦν τοὺς πολιτικοὺς κύκλους. Ὁ κ. Τσαλδάρης ἐπὶ τῆς ἀνακοινώσεως ἐδήλωσεν ὅτι οὐδεμίαν πρόθεσιν ἔχει νὰ δημιουργήσῃ ζητήματα. (41, 407, 396, 511)
paragraph: ΑΘΗΝΑΙ, 2. — Τὸ δημιουργηθὲν ἀπὸ τοῦ κ. Τσαλδάρη ζήτημα, ἐξ ἀφορμῆς τῶν πληροφοριῶν περὶ τῆς ὑποψηφιότητος τοῦ στρατηγοῦ κ. Πλαστήρα, ἀπησχόλησε καὶ χθὲς ὅλην τὴν ἡμέραν τοὺς πολιτικοὺς κύκλους. Ὁ κ. Βενιζέλος ἐδήλωσεν ὅτι ἡ Κυβέρνησις δὲν πρόκειται νὰ δεχθῇ τὰς ἀξιώσεις τῶν λαϊκῶν. (765, 1819, 1109, 1908)
paragraph: ΑΘΗΝΑΙ, 2. — Τὸ δημιουργηθὲν ἀπὸ τοῦ κ. Τσαλδάρη ζήτημα, ἐξ ἀφορμῆς τῶν πληροφοριῶν περὶ τῆς ὑποψηφιότητος τοῦ στρατηγοῦ κ. Πλαστήρα, ἀπησχόλησε καὶ χθὲς ὅλην τὴν ἡμέραν τοὺς πολιτικοὺς κύκλους. Ὁ κ. Βενιζέλος ἐδήλωσεν ὅτι ἡ Κυβέρνησις δὲν πρόκειται νὰ δεχθῇ τὰς ἀξιώσεις τῶν λαϊκῶν. (413, 287, 757, 377)
subheadline: ΤΙ ΛΕΓΕΙ Ο κ. ΜΑΞΙΜΟΣ (136, 780, 301, 798)
divider (1126, 437, 1523, 439)
subheadline: ΟΙ ΕΚΤΟΠΙΣΜΟΙ (940, 1424, 1053, 1442)
column-center (405, 166, 1118, 2141)
article-columns (413, 288, 1109, 614)
paragraph: ΑΘΗΝΑΙ, 2. — Τὸ δημιουργηθὲν ἀπὸ τοῦ κ. Τσαλδάρη ζήτημα, ἐξ ἀφορμῆς τῶν πληροφοριῶν περὶ τῆς ὑποψηφιότητος τοῦ στρατηγοῦ κ. Πλαστήρα, ἀπησχόλησε καὶ χθὲς ὅλην τὴν ἡμέραν τοὺς πολιτικοὺς κύκλους. Ὁ κ. Βενιζέλος ἐδήλωσεν ὅτι ἡ Κυβέρνησις δὲν πρόκειται νὰ δεχθῇ τὰς ἀξιώσεις τῶν λαϊκῶν. (648, 733, 874, 868)
paragraph: ΣΟΦΙΑ 2.— Εἰς ἀπάντησιν τῶν ἐν τῇ Βουλῇ δηλώσεων τοῦ κ. Βενιζέλου, ἡ «Ζόρα» δημοσιεύει κύριον ἄρθρον ἐν τῷ ὁποίῳ γράφει ὅτι αἱ διαπραγματεύσεις μεταξὺ τῶν δύο χωρῶν διεξάγονται μὲ βραδύτητα καὶ ὅτι αἱ ἀπαιτήσεις εἶναι ὑπερβολικαί. (1126, 1115, 1523, 1175)
article-body (41, 1434, 396, 2076)
headline-paralogos: ΟΙ ΤΣΑΛΔΑΡΙΚΟΙ ΚΑΙ Η ΠΑΡΑΛΟΓΟΣ ΑΞΙΩΣΙΣ (528, 202, 994, 228)
paragraph: ΑΘΗΝΑΙ, 2. — Τὸ δημιουργηθὲν ἀπὸ τοῦ κ. Τσαλδάρη ζήτημα, ἐξ ἀφορμῆς τῶν πληροφοριῶν περὶ τῆς ὑποψηφιότητος τοῦ στρατηγοῦ κ. Πλαστήρα, ἀπησχόλησε καὶ χθὲς ὅλην τὴν ἡμέραν τοὺς πολιτικοὺς κύκλους. Ὁ κ. Βενιζέλος ἐδήλωσεν ὅτι ἡ Κυβέρνησις δὲν πρόκειται νὰ δεχθῇ τὰς ἀξιώσεις τῶν λαϊκῶν. (413, 871, 638, 1005)
subheadline: ΤΙ ΑΠΑΝΤΑ Ο κ. ΒΕΝΙΖΕΛΟΣ (119, 648, 318, 666)
article-columns (413, 734, 1109, 1720)
paragraph: ΑΘΗΝΑΙ 2.— Εἰς τὸ δημιουργηθὲν ζήτημα τῆς ἐπιστολῆς τοῦ κ. Τσαλδάρη πρὸς τὸν κ. Βενιζέλον, ἐδόθη καὶ χθὲς λύσις. Αἱ ἀντιλήψεις τῶν τσαλδαρικῶν περὶ τῶν ἐκλογῶν, ἡ ἐπιμονὴ τῆς Κυβερνήσεως καὶ ἡ στάσις τῶν κομμάτων ἀπασχολοῦν τοὺς πολιτικοὺς κύκλους. Ὁ κ. Τσαλδάρης ἐπὶ τῆς ἀνακοινώσεως ἐδήλωσεν ὅτι οὐδεμίαν πρόθεσιν ἔχει νὰ δημιουργήσῃ ζητήματα. (41, 1434, 396, 1538)
headline-venizelos: Ο ΕΛ. ΒΕΝΙΖΕΛΟΣ ΤΗΝ ΑΠΟΚΡΟΥΕΙ ΑΠΟΛΥΤΩΣ (515, 233, 1007, 258)
paragraph: ΑΘΗΝΑΙ 2.— Εἰς τὸ δημιουργηθὲν ζήτημα τῆς ἐπιστολῆς τοῦ κ. Τσαλδάρη πρὸς τὸν κ. Βενιζέλον, ἐδόθη καὶ χθὲς λύσις. Αἱ ἀντιλήψεις τῶν τσαλδαρικῶν περὶ τῶν ἐκλογῶν, ἡ ἐπιμονὴ τῆς Κυβερνήσεως καὶ ἡ στάσις τῶν κομμάτων ἀπασχολοῦν τοὺς πολιτικοὺς κύκλους. Ὁ κ. Τσαλδάρης ἐπὶ τῆς ἀνακοινώσεως ἐδήλωσεν ὅτι οὐδεμίαν πρόθεσιν ἔχει νὰ δημιουργήσῃ ζητήματα. (41, 1649, 396, 1753)
subheadline: ΣΥΝΑΝΤΗΣΙΣ ΒΕΝΙΖΕΛΟΥ-ΜΑΞΙΜΟΥ (457, 383, 712, 401)
paragraph: ΑΘΗΝΑΙ, 2. — Τὸ δημιουργηθὲν ἀπὸ τοῦ κ. Τσαλδάρη ζήτημα, ἐξ ἀφορμῆς τῶν πληροφοριῶν περὶ τῆς ὑποψηφιότητος τοῦ στρατηγοῦ κ. Πλαστήρα, ἀπησχόλησε καὶ χθὲς ὅλην τὴν ἡμέραν τοὺς πολιτικοὺς κύκλους. Ὁ κ. Βενιζέλος ἐδήλωσεν ὅτι ἡ Κυβέρνησις δὲν πρόκειται νὰ δεχθῇ τὰς ἀξιώσεις τῶν λαϊκῶν. (648, 894, 874, 1029)
subheadline: ΑΝΑΚΟΙΝΩΣΙΣ (533, 1914, 635, 1931)
headline-stratoniki: ΒΑΥΘΗ Η ΑΠΩΡΙΑ ΤΗΣ ΣΤΡΑΤΩΝΙΚΗΣ (48, 2096, 208, 2131)
paragraph: ΑΘΗΝΑΙ, 2. — Τὸ δημιουργηθὲν ἀπὸ τοῦ κ. Τσαλδάρη ζήτημα, ἐξ ἀφορμῆς τῶν πληροφοριῶν περὶ τῆς ὑποψηφιότητος τοῦ στρατηγοῦ κ. Πλαστήρα, ἀπησχόλησε καὶ χθὲς ὅλην τὴν ἡμέραν τοὺς πολιτικοὺς κύκλους. Ὁ κ. Βενιζέλος ἐδήλωσεν ὅτι ἡ Κυβέρνησις δὲν πρόκειται νὰ δεχθῇ τὰς ἀξιώσεις τῶν λαϊκῶν. (884, 1009, 1109, 1143)
